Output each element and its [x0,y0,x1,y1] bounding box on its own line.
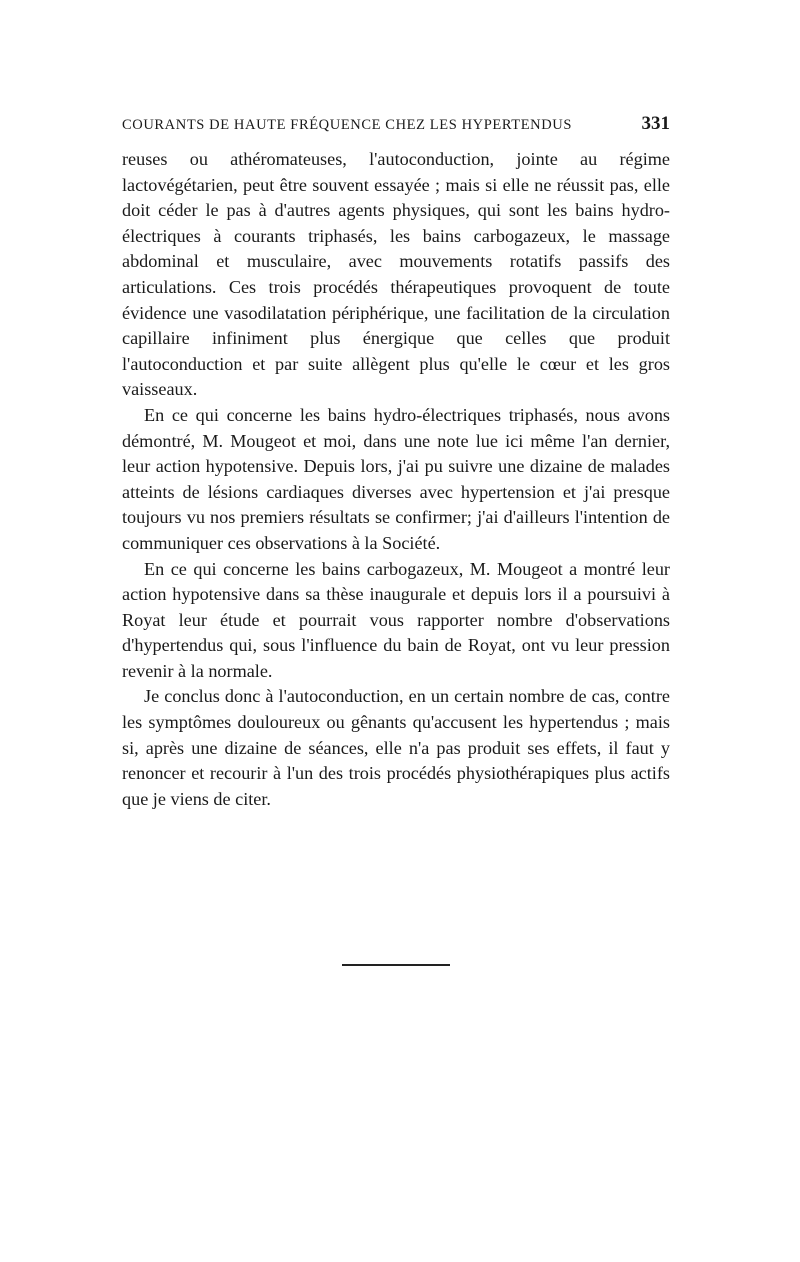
body-text [122,147,670,812]
paragraph: Je conclus donc à l'autoconduction, en un certain nombre de cas, contre les symptômes douloureux ou gênants qu'accusent les hypertendus ; mais si, après une dizaine de séances, elle n'a pas produit ses effets, il faut y renoncer et recourir à l'un des trois procédés physiothérapiques plus actifs que je viens de citer. [122,686,670,809]
end-rule [342,964,450,966]
running-header [122,113,670,135]
running-title: COURANTS DE HAUTE FRÉQUENCE CHEZ LES HYPERTENDUS [122,117,573,133]
paragraph-continued: reuses ou athéromateuses, l'autoconduction, jointe au régime lactovégétarien, peut être souvent essayée ; mais si elle ne réussit pas, elle doit céder le pas à d'autres agents physiques, qui sont les bains hydro-électriques à courants triphasés, les bains carbogazeux, le massage abdominal et musculaire, avec mouvements rotatifs passifs des articulations. Ces trois procédés thérapeutiques provoquent de toute évidence une vasodilatation périphérique, une facilitation de la circulation capillaire infiniment plus énergique que celles que produit l'autoconduction et par suite allègent plus qu'elle le cœur et les gros vaisseaux. [122,149,670,400]
page-number: 331 [641,113,670,134]
paragraph: En ce qui concerne les bains carbogazeux, M. Mougeot a montré leur action hypotensive dans sa thèse inaugurale et depuis lors il a poursuivi à Royat leur étude et pourrait vous rapporter nombre d'observations d'hypertendus qui, sous l'influence du bain de Royat, ont vu leur pression revenir à la normale. [122,558,670,681]
page [122,113,670,812]
paragraph: En ce qui concerne les bains hydro-électriques triphasés, nous avons démontré, M. Mougeot et moi, dans une note lue ici même l'an dernier, leur action hypotensive. Depuis lors, j'ai pu suivre une dizaine de malades atteints de lésions cardiaques diverses avec hypertension et j'ai presque toujours vu nos premiers résultats se confirmer; j'ai d'ailleurs l'intention de communiquer ces observations à la Société. [122,404,670,553]
